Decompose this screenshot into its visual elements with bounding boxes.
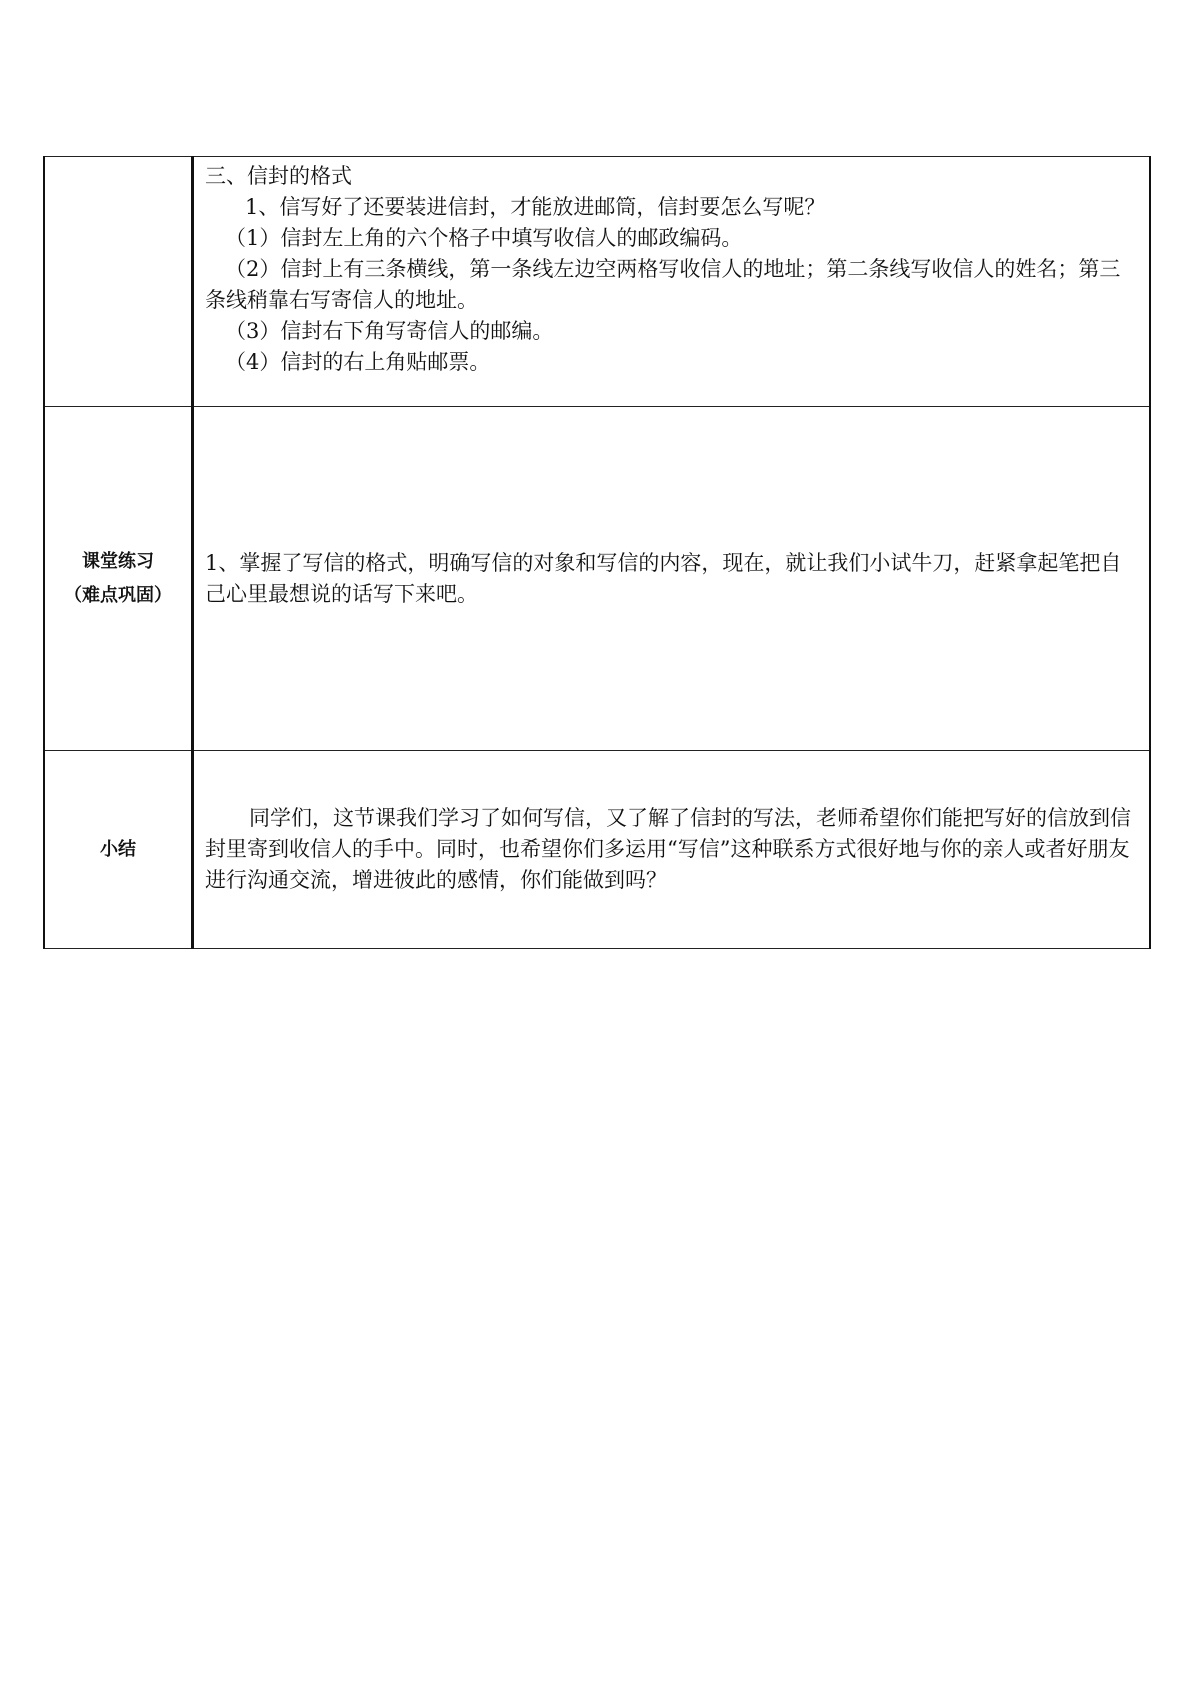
practice-text: 1、掌握了写信的格式，明确写信的对象和写信的内容，现在，就让我们小试牛刀，赶紧拿起笔把自己心里最想说的话写下来吧。	[205, 550, 1122, 606]
label-line: 小结	[100, 838, 136, 860]
label-line: （难点巩固）	[64, 584, 172, 606]
summary-text: 同学们，这节课我们学习了如何写信，又了解了信封的写法，老师希望你们能把写好的信放到信封里寄到收信人的手中。同时，也希望你们多运用“写信”这种联系方式很好地与你的亲人或者好朋友进行沟通交流，增进彼此的感情，你们能做到吗？	[205, 806, 1131, 892]
row-label-summary	[44, 751, 193, 949]
label-line: 课堂练习	[82, 550, 154, 572]
section-heading: 三、信封的格式	[205, 164, 352, 188]
row-content-summary	[193, 751, 1151, 949]
lesson-plan-table	[43, 156, 1151, 949]
row-content-classroom-practice	[193, 407, 1151, 751]
list-item: （2）信封上有三条横线，第一条线左边空两格写收信人的地址；第二条线写收信人的姓名；第三条线稍靠右写寄信人的地址。	[205, 257, 1121, 312]
table-row-envelope-format	[44, 157, 1150, 407]
row-label-empty	[44, 157, 193, 407]
list-item: （3）信封右下角写寄信人的邮编。	[225, 319, 554, 343]
list-item: 1、信写好了还要装进信封，才能放进邮筒，信封要怎么写呢？	[245, 195, 826, 219]
table-row-summary	[44, 751, 1150, 949]
list-item: （4）信封的右上角贴邮票。	[225, 350, 491, 374]
list-item: （1）信封左上角的六个格子中填写收信人的邮政编码。	[225, 226, 743, 250]
table-row-classroom-practice	[44, 407, 1150, 751]
row-content-envelope-format	[193, 157, 1151, 407]
row-label-classroom-practice	[44, 407, 193, 751]
